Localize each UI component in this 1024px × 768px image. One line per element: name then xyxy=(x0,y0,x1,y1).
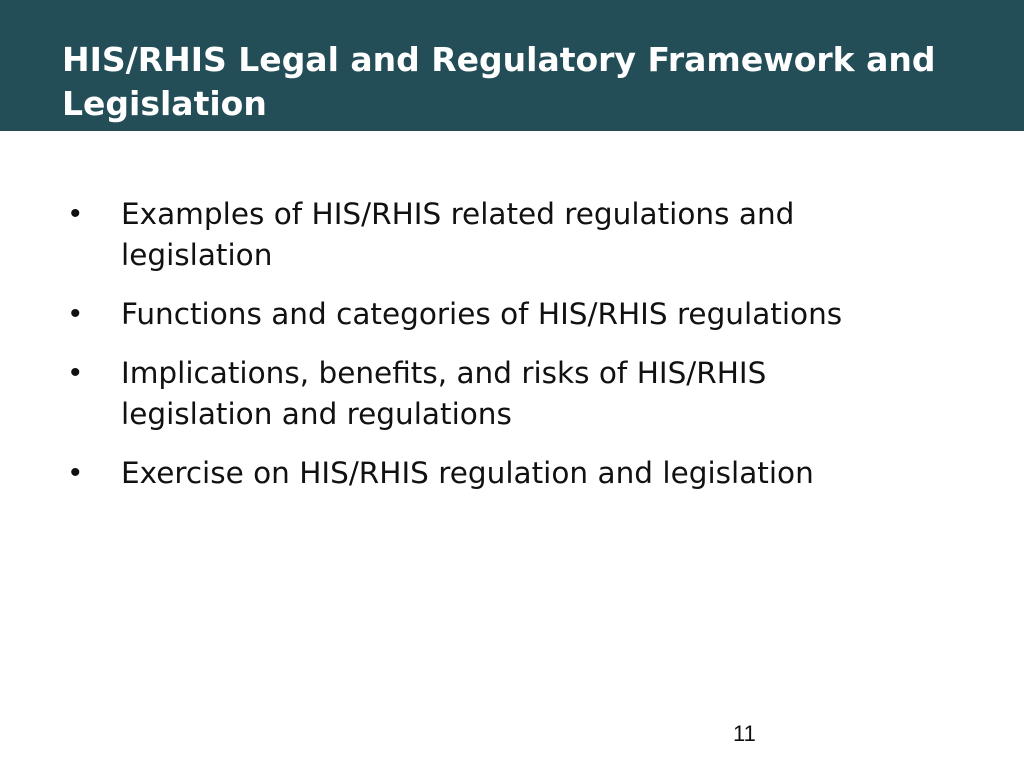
bullet-item xyxy=(0,194,1024,276)
bullet-item xyxy=(0,453,1024,494)
bullet-icon: • xyxy=(70,356,81,389)
bullet-list xyxy=(0,194,1024,512)
bullet-icon: • xyxy=(70,197,81,230)
page-number: 11 xyxy=(733,721,756,746)
bullet-item xyxy=(0,294,1024,335)
bullet-icon: • xyxy=(70,297,81,330)
bullet-text: Functions and categories of HIS/RHIS regulations xyxy=(121,297,843,331)
title-bar xyxy=(0,0,1024,131)
bullet-text: Examples of HIS/RHIS related regulations and legislation xyxy=(121,197,795,272)
bullet-item xyxy=(0,353,1024,435)
bullet-text: Implications, benefits, and risks of HIS/RHIS legislation and regulations xyxy=(121,356,767,431)
bullet-icon: • xyxy=(70,456,81,489)
slide-title: HIS/RHIS Legal and Regulatory Framework and Legislation xyxy=(62,40,936,123)
bullet-text: Exercise on HIS/RHIS regulation and legislation xyxy=(121,456,814,490)
